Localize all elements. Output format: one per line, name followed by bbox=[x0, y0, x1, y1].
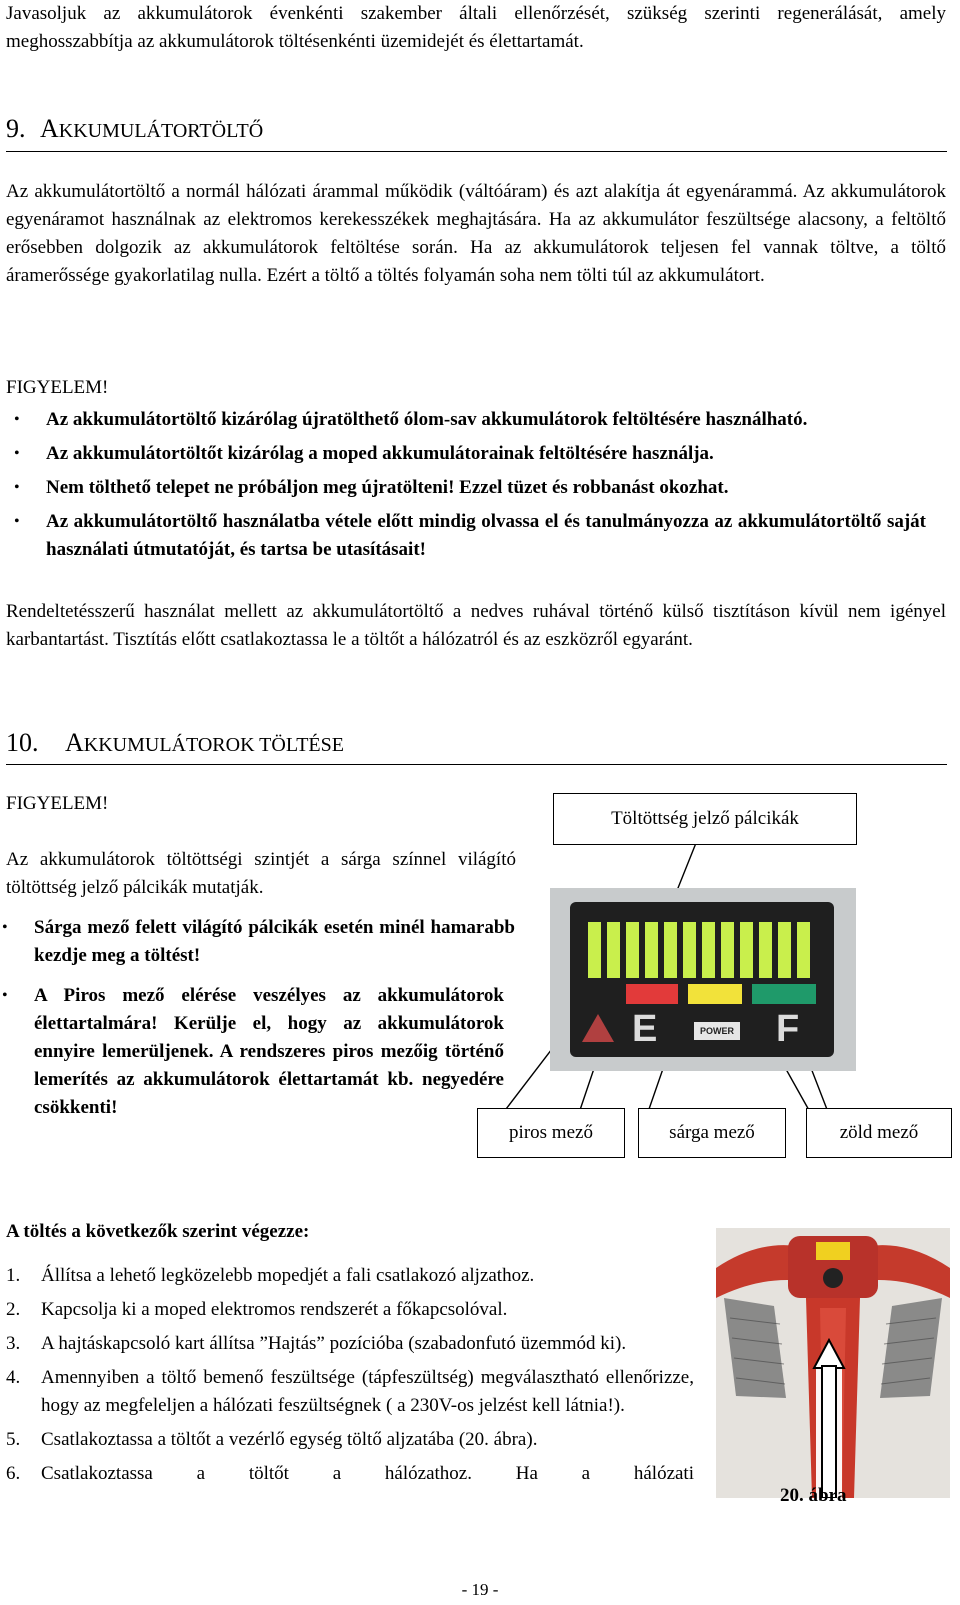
yellow-zone bbox=[688, 984, 742, 1004]
step-text: Kapcsolja ki a moped elektromos rendszerét a főkapcsolóval. bbox=[41, 1299, 508, 1320]
step-item bbox=[6, 1460, 694, 1488]
indicator-panel bbox=[570, 902, 834, 1057]
charge-bullet: • Sárga mező felett világító pálcikák esetén minél hamarabb kezdje meg a töltést! bbox=[0, 914, 515, 970]
section-9-number: 9. bbox=[6, 114, 26, 143]
full-letter: F bbox=[776, 1008, 800, 1050]
step-number: 3. bbox=[6, 1333, 21, 1354]
warning-bullet: • Az akkumulátortöltőt kizárólag a moped akkumulátorainak feltöltésére használja. bbox=[6, 440, 926, 468]
moped-illustration bbox=[716, 1228, 950, 1498]
power-label: POWER bbox=[694, 1022, 740, 1040]
step-number: 6. bbox=[6, 1463, 21, 1484]
charge-bar bbox=[607, 922, 620, 978]
step-item bbox=[6, 1262, 694, 1290]
step-number: 2. bbox=[6, 1299, 21, 1320]
section-10-warning-title: FIGYELEM! bbox=[6, 793, 109, 814]
section-10-title: KKUMULÁTOROK TÖLTÉSE bbox=[83, 734, 344, 756]
step-item bbox=[6, 1330, 694, 1358]
charging-steps bbox=[6, 1262, 694, 1494]
callout-green-zone: zöld mező bbox=[806, 1108, 952, 1158]
step-number: 4. bbox=[6, 1367, 21, 1388]
step-text: A hajtáskapcsoló kart állítsa ”Hajtás” pozícióba (szabadonfutó üzemmód ki). bbox=[41, 1333, 627, 1354]
charge-bar bbox=[645, 922, 658, 978]
moped-photo bbox=[716, 1228, 950, 1498]
warning-bullet: • Az akkumulátortöltő kizárólag újratölthető ólom-sav akkumulátorok feltöltésére használható. bbox=[6, 406, 926, 434]
section-9-closing: Rendeltetésszerű használat mellett az akkumulátortöltő a nedves ruhával történő külső tisztításon kívül nem igényel karbantartást. Tisztítás előtt csatlakoztassa le a töltőt a hálózatról és az eszközről egyaránt. bbox=[6, 601, 946, 650]
red-zone-warning: • A Piros mező elérése veszélyes az akkumulátorok élettartalmára! Kerülje el, hogy az akkumulátorok ennyire lemerüljenek. A rendszeres piros mezőig történő lemerítés az akkumulátorok élettartamát kb. negyedére csökkenti! bbox=[34, 985, 504, 1118]
charge-bar bbox=[664, 922, 677, 978]
callout-red-zone: piros mező bbox=[477, 1108, 625, 1158]
charge-bar bbox=[721, 922, 734, 978]
section-9-title: KKUMULÁTORTÖLTŐ bbox=[58, 120, 264, 142]
red-zone bbox=[626, 984, 678, 1004]
step-item bbox=[6, 1426, 694, 1454]
step-number: 1. bbox=[6, 1265, 21, 1286]
battery-indicator-image bbox=[550, 888, 856, 1071]
photo-caption: 20. ábra bbox=[780, 1485, 847, 1506]
step-number: 5. bbox=[6, 1429, 21, 1450]
step-text: Amennyiben a töltő bemenő feszültsége (tápfeszültség) megválasztható ellenőrizze, hogy az megfeleljen a hálózati feszültségnek ( a 230V-os jelzést kell látnia!). bbox=[41, 1367, 694, 1416]
charge-bar bbox=[778, 922, 791, 978]
charge-bar bbox=[588, 922, 601, 978]
charge-bar bbox=[702, 922, 715, 978]
section-10-intro: Az akkumulátorok töltöttségi szintjét a sárga színnel világító töltöttség jelző pálcikák mutatják. bbox=[6, 849, 516, 898]
warning-bullet: • Az akkumulátortöltő használatba vétele előtt mindig olvassa el és tanulmányozza az akkumulátortöltő saját használati útmutatóját, és tartsa be utasításait! bbox=[6, 508, 926, 564]
callout-yellow-zone: sárga mező bbox=[638, 1108, 786, 1158]
callout-charge-bars: Töltöttség jelző pálcikák bbox=[553, 793, 857, 845]
charge-bar bbox=[797, 922, 810, 978]
empty-letter: E bbox=[632, 1008, 658, 1050]
warning-bullet: • Nem tölthető telepet ne próbáljon meg újratölteni! Ezzel tüzet és robbanást okozhat. bbox=[6, 474, 926, 502]
charge-bar bbox=[759, 922, 772, 978]
warning-triangle-icon bbox=[582, 1014, 614, 1042]
section-9-title-initial: A bbox=[40, 114, 59, 143]
charge-bar bbox=[626, 922, 639, 978]
section-9-paragraph: Az akkumulátortöltő a normál hálózati árammal működik (váltóáram) és azt alakítja át egyenárammá. Az akkumulátorok egyenáramot használnak az elektromos kerekesszékek meghajtására. Ha az akkumulátor feszültsége alacsony, a feltöltő erősebben dolgozik az akkumulátorok feltöltése során. Ha az akkumulátorok teljesen fel vannak töltve, a töltő áramerőssége gyakorlatilag nulla. Ezért a töltő a töltés folyamán soha nem tölti túl az akkumulátort. bbox=[6, 181, 946, 286]
section-10-number: 10. bbox=[6, 728, 39, 757]
intro-paragraph: Javasoljuk az akkumulátorok évenkénti szakember általi ellenőrzését, szükség szerinti regenerálását, amely meghosszabbítja az akkumulátorok töltésenkénti üzemidejét és élettartamát. bbox=[6, 3, 946, 52]
section-10-title-initial: A bbox=[65, 728, 84, 757]
step-text: Csatlakoztassa a töltőt a hálózathoz. Ha a hálózati bbox=[41, 1463, 694, 1484]
page-number: - 19 - bbox=[461, 1580, 499, 1599]
charge-bar bbox=[740, 922, 753, 978]
charge-bar bbox=[683, 922, 696, 978]
section-9-warning-title: FIGYELEM! bbox=[6, 377, 109, 398]
step-item bbox=[6, 1296, 694, 1324]
steps-title: A töltés a következők szerint végezze: bbox=[6, 1221, 310, 1242]
step-item bbox=[6, 1364, 694, 1420]
step-text: Csatlakoztassa a töltőt a vezérlő egység töltő aljzatába (20. ábra). bbox=[41, 1429, 538, 1450]
green-zone bbox=[752, 984, 816, 1004]
step-text: Állítsa a lehető legközelebb mopedjét a fali csatlakozó aljzathoz. bbox=[41, 1265, 535, 1286]
